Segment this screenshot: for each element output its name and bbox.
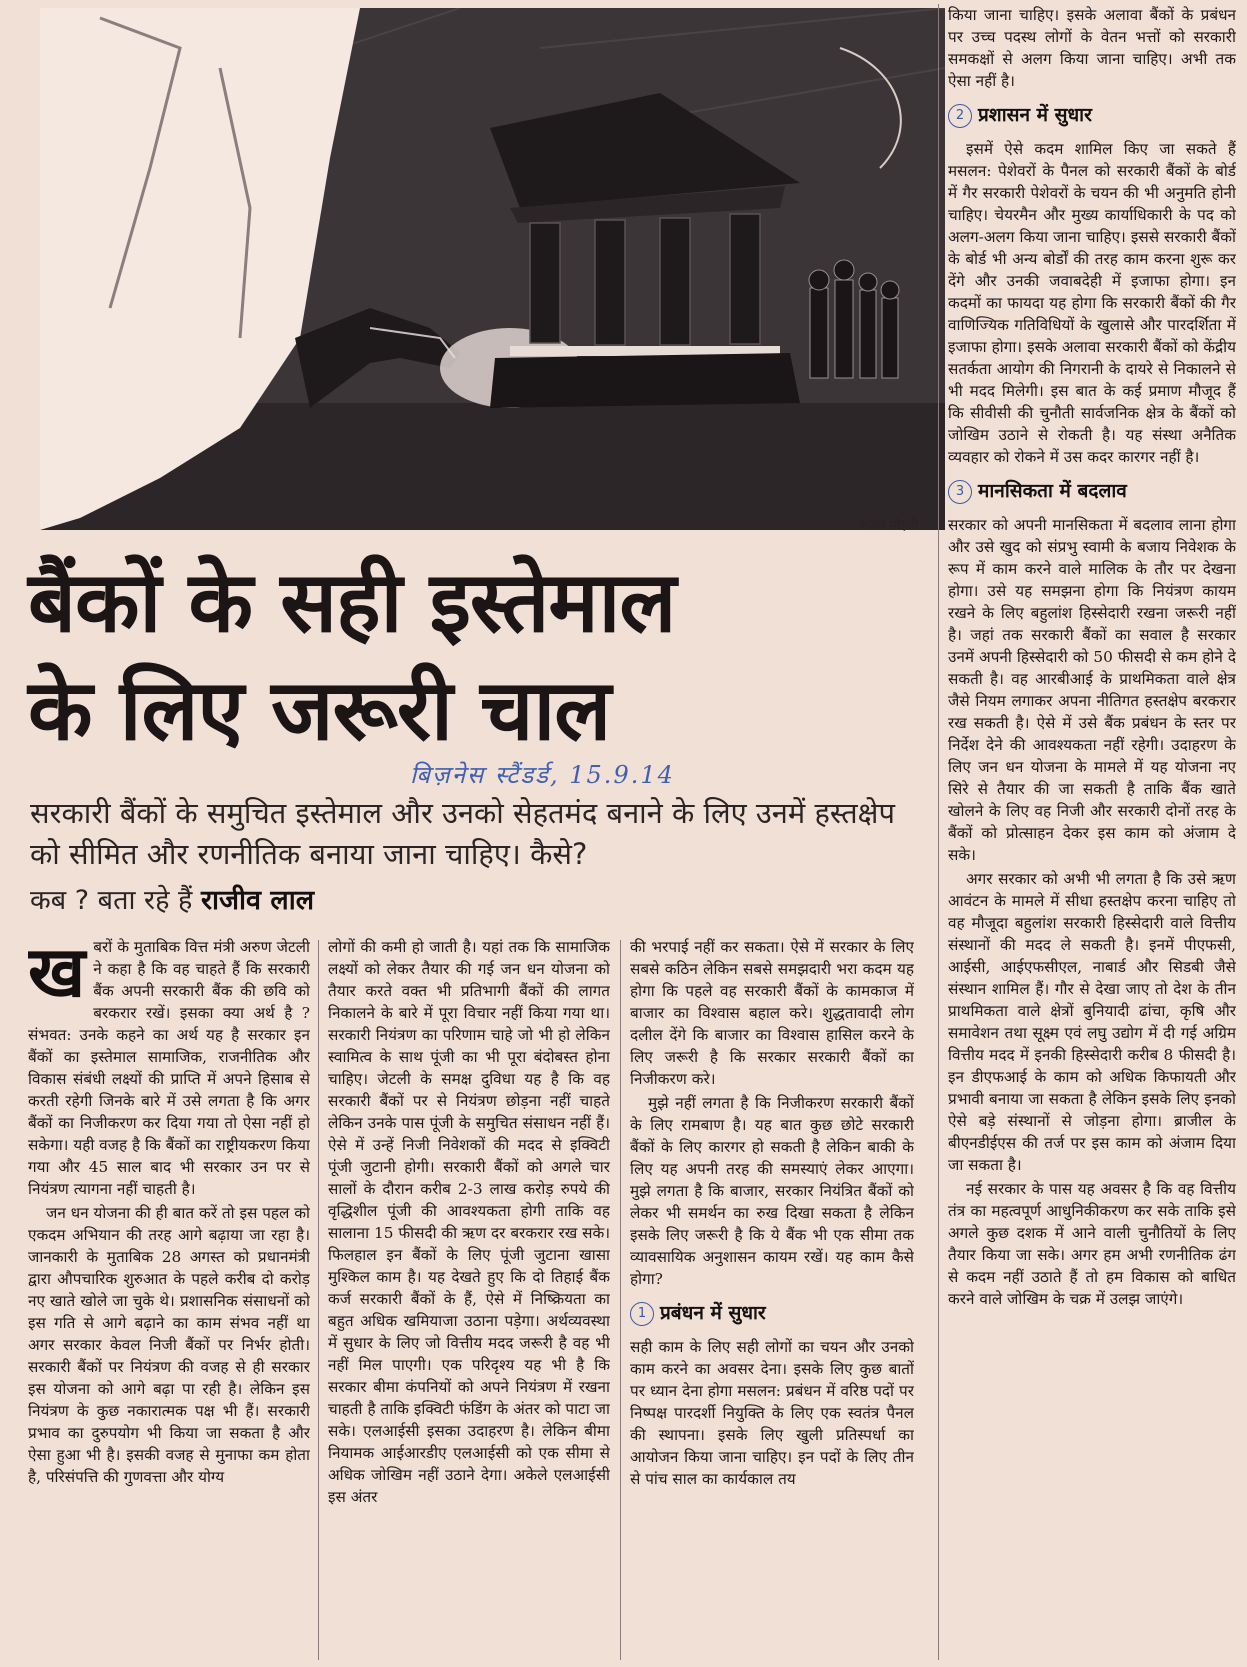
paragraph: सरकार को अपनी मानसिकता में बदलाव लाना होगा और उसे खुद को संप्रभु स्वामी के बजाय निवेशक के रूप में काम करने वाले मालिक के तौर पर देखना होगा। उसे यह समझना होगा कि नियंत्रण कायम रखने के लिए बहुलांश हिस्सेदारी रखना जरूरी नहीं है। जहां तक सरकारी बैंकों का सवाल है सरकार उनमें अपनी हिस्सेदारी को 50 फीसदी से कम होने दे सकती है। वह आरबीआई के प्राथमिकता वाले क्षेत्र जैसे नियम लगाकर अपना नीतिगत हस्तक्षेप बरकरार रख सकती है। ऐसे में उसे बैंक प्रबंधन के स्तर पर निर्देश देने की आवश्यकता नहीं रहेगी। उदाहरण के लिए जन धन योजना के मामले में यह योजना नए सिरे से तैयार की जा सकती है ताकि बैंक खाते खोलने के लिए वह निजी और सरकारी दोनों तरह के बैंकों को प्रोत्साहन देकर इस काम को अंजाम दे सके। bbox=[948, 516, 1236, 864]
paragraph: अगर सरकार को अभी भी लगता है कि उसे ऋण आवंटन के मामले में सीधा हस्तक्षेप करना चाहिए तो वह मौजूदा बहुलांश सरकारी हिस्सेदारी वाले वित्तीय संस्थानों की मदद ले सकती है। इनमें पीएफसी, आईसी, आईएफसीएल, नाबार्ड और सिडबी जैसे संस्थान शामिल हैं। गौर से देखा जाए तो देश के तीन प्राथमिकता वाले क्षेत्रों बुनियादी ढांचा, कृषि और समावेशन तथा सूक्ष्म एवं लघु उद्योग में दी गई अग्रिम वित्तीय मदद में इनकी हिस्सेदारी करीब 8 फीसदी है। इन डीएफआई के काम को अधिक किफायती और प्रभावी बनाया जा सकता है लेकिन इसके लिए इनको ऐसे बड़े संस्थानों से जोड़ना होगा। ब्राजील के बीएनडीईएस की तर्ज पर इस काम को अंजाम दिया जा सकता है। bbox=[948, 870, 1236, 1174]
headline-line-2: के लिए जरूरी चाल bbox=[28, 661, 611, 759]
handwritten-date-note: बिज़नेस स्टैंडर्ड, 15.9.14 bbox=[410, 761, 675, 789]
paragraph bbox=[28, 936, 310, 1200]
subhead-text: प्रबंधन में सुधार bbox=[660, 1302, 766, 1324]
paragraph: जन धन योजना की ही बात करें तो इस पहल को एकदम अभियान की तरह आगे बढ़ाया जा रहा है। जानकारी के मुताबिक 28 अगस्त को प्रधानमंत्री द्वारा औपचारिक शुरुआत के पहले करीब दो करोड़ नए खाते खोले जा चुके थे। प्रशासनिक संसाधनों को इस गति से आगे बढ़ाने का काम संभव नहीं था अगर सरकार केवल निजी बैंकों पर निर्भर होती। सरकारी बैंकों पर नियंत्रण की वजह से ही सरकार इस योजना को आगे बढ़ा पा रही है। लेकिन इस नियंत्रण के कुछ नकारात्मक पक्ष भी हैं। सरकारी प्रभाव का दुरुपयोग भी किया जा सकता है और ऐसा हुआ भी है। इसकी वजह से मुनाफा कम होता है, परिसंपत्ति की गुणवत्ता और योग्य bbox=[28, 1204, 310, 1486]
headline bbox=[28, 548, 908, 764]
paragraph: सही काम के लिए सही लोगों का चयन और उनको काम करने का अवसर देना। इसके लिए कुछ बातों पर ध्यान देना होगा मसलन: प्रबंधन में वरिष्ठ पदों पर निष्पक्ष पारदर्शी नियुक्ति के लिए एक स्वतंत्र पैनल की स्थापना। इसके लिए खुली प्रतिस्पर्धा का आयोजन किया जाना चाहिए। इन पदों के लिए तीन से पांच साल का कार्यकाल तय bbox=[630, 1338, 914, 1488]
article-column-1 bbox=[28, 936, 310, 1664]
paragraph: लोगों की कमी हो जाती है। यहां तक कि सामाजिक लक्ष्यों को लेकर तैयार की गई जन धन योजना को तैयार करते वक्त भी प्रतिभागी बैंकों की लागत निकालने के बारे में पूरा विचार नहीं किया गया था। सरकारी नियंत्रण का परिणाम चाहे जो भी हो लेकिन स्वामित्व के साथ पूंजी का भी पूरा बंदोबस्त होना चाहिए। जेटली के समक्ष दुविधा यह है कि वह सरकारी बैंकों पर से नियंत्रण छोड़ना नहीं चाहते लेकिन उनके पास पूंजी के समुचित संसाधन नहीं हैं। ऐसे में उन्हें निजी निवेशकों की मदद से इक्विटी पूंजी जुटानी होगी। सरकारी बैंकों को अगले चार सालों के दौरान करीब 2-3 लाख करोड़ रुपये की वृद्धिशील पूंजी की आवश्यकता होगी ताकि वह सालाना 15 फीसदी की ऋण दर बरकरार रख सके। फिलहाल इन बैंकों के लिए पूंजी जुटाना खासा मुश्किल काम है। यह देखते हुए कि दो तिहाई बैंक कर्ज सरकारी बैंकों के हैं, ऐसे में निष्क्रियता का बहुत अधिक खमियाजा उठाना पड़ेगा। अर्थव्यवस्था में सुधार के लिए जो वित्तीय मदद जरूरी है वह भी नहीं मिल पाएगी। एक परिदृश्य यह भी है कि सरकार बीमा कंपनियों को अपने नियंत्रण में रखना चाहती है ताकि इक्विटी फंडिंग के अंतर को पाटा जा सके। एलआईसी इसका उदाहरण है। लेकिन बीमा नियामक आईआरडीए एलआईसी को एक सीमा से अधिक जोखिम नहीं उठाने देगा। अकेले एलआईसी इस अंतर bbox=[328, 938, 610, 1506]
handwritten-number: 1 bbox=[630, 1302, 654, 1326]
illustration bbox=[40, 8, 945, 530]
byline-prefix: कब ? बता रहे हैं bbox=[30, 885, 193, 916]
handwritten-number: 3 bbox=[948, 480, 972, 504]
byline-author: राजीव लाल bbox=[200, 885, 315, 916]
column-divider bbox=[938, 4, 939, 1660]
subhead-mindset-change bbox=[948, 476, 1236, 506]
headline-line-1: बैंकों के सही इस्तेमाल bbox=[28, 553, 676, 651]
subhead-text: मानसिकता में बदलाव bbox=[978, 480, 1127, 502]
paragraph: की भरपाई नहीं कर सकता। ऐसे में सरकार के लिए सबसे कठिन लेकिन सबसे समझदारी भरा कदम यह होगा कि पहले वह सरकारी बैंकों के कामकाज में बाजार का विश्वास बहाल करे। शुद्धतावादी लोग दलील देंगे कि बाजार का विश्वास हासिल करने के लिए जरूरी है कि सरकार सरकारी बैंकों का निजीकरण करे। bbox=[630, 938, 914, 1088]
byline bbox=[30, 880, 314, 917]
paragraph: किया जाना चाहिए। इसके अलावा बैंकों के प्रबंधन पर उच्च पदस्थ लोगों के वेतन भत्तों को सरकारी समकक्षों से अलग किया जाना चाहिए। अभी तक ऐसा नहीं है। bbox=[948, 6, 1236, 90]
paragraph: इसमें ऐसे कदम शामिल किए जा सकते हैं मसलन: पेशेवरों के पैनल को सरकारी बैंकों के बोर्ड में गैर सरकारी पेशेवरों के चयन की भी अनुमति होनी चाहिए। चेयरमैन और मुख्य कार्याधिकारी के पद को अलग-अलग किया जाना चाहिए। इससे सरकारी बैंकों के बोर्ड भी अन्य बोर्डों की तरह काम करना शुरू कर देंगे और उनकी जवाबदेही में इजाफा होगा। इन कदमों का फायदा यह होगा कि सरकारी बैंकों की गैर वाणिज्यिक गतिविधियों के खुलासे और पारदर्शिता में इजाफा होगा। इसके अलावा सरकारी बैंकों को केंद्रीय सतर्कता आयोग की निगरानी के दायरे से निकालने से भी मदद मिलेगी। इस बात के कई प्रमाण मौजूद हैं कि सीवीसी की चुनौती सार्वजनिक क्षेत्र के बैंकों को जोखिम उठाने से रोकती है। यह संस्था अनैतिक व्यवहार को रोकने में उस कदर कारगर नहीं है। bbox=[948, 140, 1236, 466]
illustration-credit: अजय मोहंती bbox=[858, 518, 919, 533]
paragraph: नई सरकार के पास यह अवसर है कि वह वित्तीय तंत्र का महत्वपूर्ण आधुनिकीकरण कर सके ताकि इसे अगले कुछ दशक में आने वाली चुनौतियों के लिए तैयार किया जा सके। अगर हम अभी रणनीतिक ढंग से कदम नहीं उठाते हैं तो हम विकास को बाधित करने वाले जोखिम के चक्र में उलझ जाएंगे। bbox=[948, 1180, 1236, 1308]
drop-cap: ख bbox=[28, 936, 86, 1013]
bank-illustration bbox=[40, 8, 945, 530]
article-column-3 bbox=[630, 936, 914, 1664]
subhead-text: प्रशासन में सुधार bbox=[978, 104, 1092, 126]
paragraph: मुझे नहीं लगता है कि निजीकरण सरकारी बैंकों के लिए रामबाण है। यह बात कुछ छोटे सरकारी बैंकों के लिए कारगर हो सकती है लेकिन बाकी के लिए यह अपनी तरह की समस्याएं लेकर आएगा। मुझे लगता है कि बाजार, सरकार नियंत्रित बैंकों को लेकर भी समर्थन का रुख दिखा सकता है लेकिन इसके लिए जरूरी है कि ये बैंक भी एक सीमा तक व्यावसायिक अनुशासन कायम रखें। यह काम कैसे होगा? bbox=[630, 1094, 914, 1288]
subhead-administration-reform bbox=[948, 100, 1236, 130]
column-divider bbox=[620, 940, 621, 1660]
paragraph-text: बरों के मुताबिक वित्त मंत्री अरुण जेटली ने कहा है कि वह चाहते हैं कि सरकारी बैंक अपनी सरकारी बैंक की छवि को बरकरार रखें। इसका क्या अर्थ है ? संभवत: उनके कहने का अर्थ यह है सरकार इन बैंकों का इस्तेमाल सामाजिक, राजनीतिक और विकास संबंधी लक्ष्यों की प्राप्ति में अपने हिसाब से करती रहेगी जिनके बारे में उसे लगता है कि अगर बैंकों का निजीकरण कर दिया गया तो ऐसा नहीं हो सकेगा। यही वजह है कि बैंकों का राष्ट्रीयकरण किया गया और 45 साल बाद भी सरकार उन पर से नियंत्रण त्यागना नहीं चाहती है। bbox=[28, 938, 310, 1198]
subhead-management-reform bbox=[630, 1298, 914, 1328]
column-divider bbox=[318, 940, 319, 1660]
article-column-2 bbox=[328, 936, 610, 1664]
deck-text: सरकारी बैंकों के समुचित इस्तेमाल और उनको सेहतमंद बनाने के लिए उनमें हस्तक्षेप को सीमित और रणनीतिक बनाया जाना चाहिए। कैसे? bbox=[30, 796, 895, 871]
article-column-4 bbox=[948, 4, 1236, 1664]
handwritten-number: 2 bbox=[948, 104, 972, 128]
